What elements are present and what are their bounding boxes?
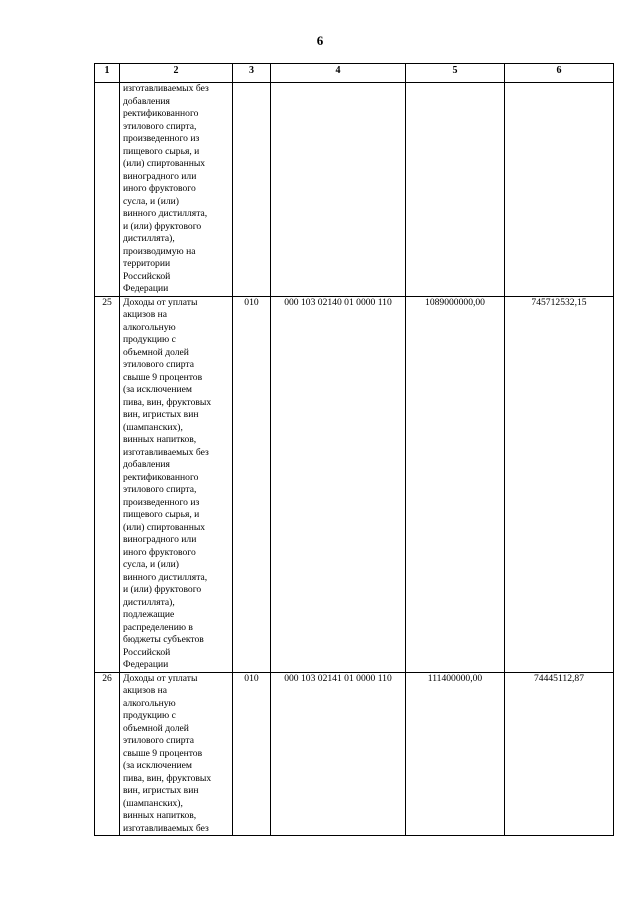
revenue-table (94, 63, 614, 836)
table-row (95, 296, 614, 672)
header-row (95, 64, 614, 83)
row-kbk: 000 103 02140 01 0000 110 (271, 296, 406, 672)
row-fact: 74445112,87 (505, 672, 614, 836)
header-col-6: 6 (505, 64, 614, 83)
row-plan: 1089000000,00 (406, 296, 505, 672)
row-plan (406, 83, 505, 297)
row-fact: 745712532,15 (505, 296, 614, 672)
row-description: Доходы от уплаты акцизов на алкогольную продукцию с объемной долей этилового спирта свыше 9 процентов (за исключением пива, вин, фруктовых вин, игристых вин (шампанских), винных напитков, изготавливаемых без (120, 672, 233, 836)
row-number: 26 (95, 672, 120, 836)
header-col-1: 1 (95, 64, 120, 83)
table-row (95, 672, 614, 836)
row-code: 010 (233, 296, 271, 672)
header-col-4: 4 (271, 64, 406, 83)
row-code: 010 (233, 672, 271, 836)
header-col-2: 2 (120, 64, 233, 83)
row-plan: 111400000,00 (406, 672, 505, 836)
header-col-5: 5 (406, 64, 505, 83)
page-number: 6 (316, 33, 324, 48)
row-description: Доходы от уплаты акцизов на алкогольную продукцию с объемной долей этилового спирта свыше 9 процентов (за исключением пива, вин, фруктовых вин, игристых вин (шампанских), винных напитков, изготавливаемых без добавления ректификованного этилового спирта, произведенного из пищевого сырья, и (или) спиртованных виноградного или иного фруктового сусла, и (или) винного дистиллята, и (или) фруктового дистиллята), подлежащие распределению в бюджеты субъектов Российской Федерации (120, 296, 233, 672)
row-code (233, 83, 271, 297)
row-number (95, 83, 120, 297)
row-description: изготавливаемых без добавления ректификованного этилового спирта, произведенного из пищевого сырья, и (или) спиртованных виноградного или иного фруктового сусла, и (или) винного дистиллята, и (или) фруктового дистиллята), производимую на территории Российской Федерации (120, 83, 233, 297)
row-kbk (271, 83, 406, 297)
row-kbk: 000 103 02141 01 0000 110 (271, 672, 406, 836)
header-col-3: 3 (233, 64, 271, 83)
row-number: 25 (95, 296, 120, 672)
row-fact (505, 83, 614, 297)
table-row (95, 83, 614, 297)
